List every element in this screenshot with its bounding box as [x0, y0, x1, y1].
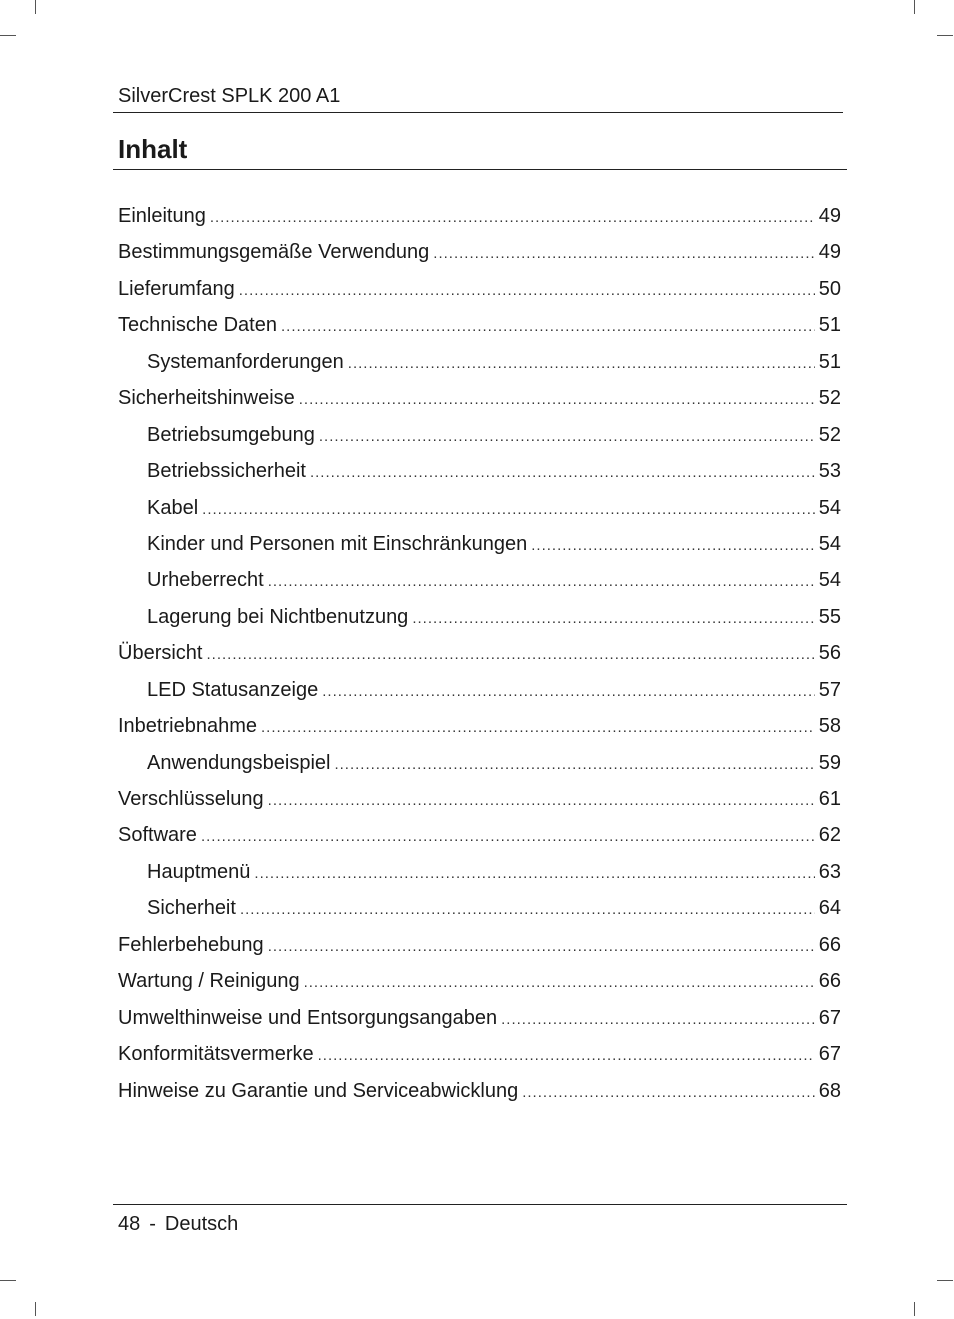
- toc-dot-leader: [531, 531, 815, 561]
- toc-entry-label: Technische Daten: [118, 314, 277, 337]
- toc-entry-label: Verschlüsselung: [118, 788, 264, 810]
- toc-entry[interactable]: [118, 201, 841, 237]
- toc-entry-label: Sicherheitshinweise: [118, 387, 295, 410]
- toc-entry-page: 66: [818, 933, 841, 956]
- toc-entry-page: 67: [818, 1043, 841, 1066]
- toc-dot-leader: [261, 713, 815, 743]
- toc-entry-label: Betriebsumgebung: [147, 423, 315, 446]
- toc-entry-page: 67: [818, 1006, 841, 1029]
- toc-entry-label: Einleitung: [118, 205, 206, 227]
- toc-entry-page: 58: [818, 715, 841, 738]
- toc-entry[interactable]: [118, 274, 841, 310]
- toc-entry-page: 64: [818, 897, 841, 920]
- crop-mark: [937, 35, 953, 36]
- toc-dot-leader: [268, 567, 815, 597]
- toc-entry[interactable]: [118, 420, 841, 456]
- crop-mark: [0, 1280, 16, 1281]
- toc-entry-label: Kabel: [147, 496, 199, 519]
- toc-entry-label: Kinder und Personen mit Einschränkungen: [147, 532, 528, 555]
- toc-entry-label: Sicherheit: [147, 897, 236, 920]
- toc-dot-leader: [268, 786, 815, 816]
- toc-entry-label: LED Statusanzeige: [147, 678, 319, 701]
- toc-dot-leader: [254, 859, 814, 889]
- toc-entry-page: 54: [818, 569, 841, 592]
- toc-entry-page: 49: [818, 241, 841, 264]
- toc-dot-leader: [240, 895, 815, 925]
- toc-entry[interactable]: [118, 675, 841, 711]
- toc-entry-label: Fehlerbehebung: [118, 933, 264, 956]
- toc-dot-leader: [412, 604, 814, 634]
- toc-entry[interactable]: [118, 820, 841, 856]
- toc-dot-leader: [522, 1078, 815, 1108]
- table-of-contents: [118, 201, 841, 1112]
- toc-dot-leader: [206, 640, 814, 670]
- toc-dot-leader: [210, 203, 815, 233]
- crop-mark: [35, 0, 36, 14]
- toc-dot-leader: [239, 276, 815, 306]
- toc-entry-page: 56: [818, 642, 841, 665]
- toc-entry-label: Anwendungsbeispiel: [147, 751, 331, 774]
- crop-mark: [0, 35, 16, 36]
- toc-entry[interactable]: [118, 602, 841, 638]
- toc-entry[interactable]: [118, 383, 841, 419]
- toc-entry-page: 52: [818, 423, 841, 446]
- footer-separator: -: [149, 1213, 156, 1235]
- toc-entry-page: 61: [818, 788, 841, 810]
- toc-entry[interactable]: [118, 493, 841, 529]
- toc-entry[interactable]: [118, 529, 841, 565]
- toc-entry-page: 50: [818, 277, 841, 300]
- toc-entry[interactable]: [118, 347, 841, 383]
- toc-entry-page: 55: [818, 605, 841, 628]
- toc-entry-label: Hauptmenü: [147, 860, 251, 883]
- toc-dot-leader: [322, 677, 815, 707]
- toc-dot-leader: [348, 349, 815, 379]
- toc-entry-page: 54: [818, 496, 841, 519]
- toc-entry-page: 57: [818, 678, 841, 701]
- toc-entry-label: Lieferumfang: [118, 277, 235, 300]
- toc-entry-label: Inbetriebnahme: [118, 715, 257, 738]
- toc-entry[interactable]: [118, 1003, 841, 1039]
- toc-entry-page: 66: [818, 970, 841, 993]
- page-footer: [118, 1212, 238, 1236]
- toc-entry-label: Betriebssicherheit: [147, 460, 306, 483]
- toc-entry-label: Urheberrecht: [147, 569, 264, 592]
- toc-entry[interactable]: [118, 784, 841, 820]
- toc-dot-leader: [310, 458, 815, 488]
- toc-entry[interactable]: [118, 1039, 841, 1075]
- page-title: Inhalt: [118, 134, 188, 164]
- toc-dot-leader: [433, 239, 814, 269]
- toc-dot-leader: [318, 1041, 815, 1071]
- toc-entry[interactable]: [118, 711, 841, 747]
- toc-entry-page: 59: [818, 751, 841, 774]
- toc-entry[interactable]: [118, 857, 841, 893]
- toc-entry-page: 68: [818, 1079, 841, 1102]
- toc-entry[interactable]: [118, 748, 841, 784]
- toc-entry-label: Übersicht: [118, 642, 203, 665]
- toc-dot-leader: [319, 422, 815, 452]
- footer-rule: [113, 1204, 847, 1205]
- toc-entry-page: 62: [818, 824, 841, 847]
- toc-entry-page: 51: [818, 350, 841, 373]
- toc-dot-leader: [281, 312, 815, 342]
- toc-entry-page: 49: [818, 205, 841, 227]
- toc-entry[interactable]: [118, 638, 841, 674]
- toc-dot-leader: [201, 822, 815, 852]
- crop-mark: [914, 0, 915, 14]
- toc-entry-page: 63: [818, 860, 841, 883]
- toc-entry[interactable]: [118, 456, 841, 492]
- toc-entry[interactable]: [118, 893, 841, 929]
- toc-entry-page: 54: [818, 532, 841, 555]
- toc-entry[interactable]: [118, 930, 841, 966]
- toc-dot-leader: [304, 968, 815, 998]
- footer-language: Deutsch: [164, 1213, 239, 1235]
- toc-dot-leader: [501, 1005, 815, 1035]
- title-rule: [113, 169, 847, 170]
- crop-mark: [937, 1280, 953, 1281]
- product-header: SilverCrest SPLK 200 A1: [118, 85, 341, 107]
- toc-entry[interactable]: [118, 966, 841, 1002]
- footer-page-number: 48: [118, 1213, 141, 1235]
- toc-dot-leader: [299, 385, 815, 415]
- toc-dot-leader: [202, 495, 815, 525]
- toc-entry-label: Konformitätsvermerke: [118, 1043, 314, 1066]
- toc-entry[interactable]: [118, 237, 841, 273]
- header-rule: [113, 112, 843, 113]
- toc-entry-label: Umwelthinweise und Entsorgungsangaben: [118, 1006, 498, 1029]
- toc-dot-leader: [268, 932, 815, 962]
- toc-entry-label: Systemanforderungen: [147, 350, 344, 373]
- toc-entry[interactable]: [118, 1076, 841, 1112]
- crop-mark: [35, 1302, 36, 1316]
- toc-entry-label: Software: [118, 824, 197, 847]
- toc-entry-page: 52: [818, 387, 841, 410]
- toc-entry[interactable]: [118, 310, 841, 346]
- toc-entry-label: Lagerung bei Nichtbenutzung: [147, 605, 409, 628]
- crop-mark: [914, 1302, 915, 1316]
- toc-entry-label: Wartung / Reinigung: [118, 970, 300, 993]
- toc-entry-page: 53: [818, 460, 841, 483]
- toc-entry[interactable]: [118, 565, 841, 601]
- toc-entry-label: Hinweise zu Garantie und Serviceabwicklung: [118, 1079, 519, 1102]
- toc-entry-page: 51: [818, 314, 841, 337]
- toc-dot-leader: [334, 750, 814, 780]
- toc-entry-label: Bestimmungsgemäße Verwendung: [118, 241, 430, 264]
